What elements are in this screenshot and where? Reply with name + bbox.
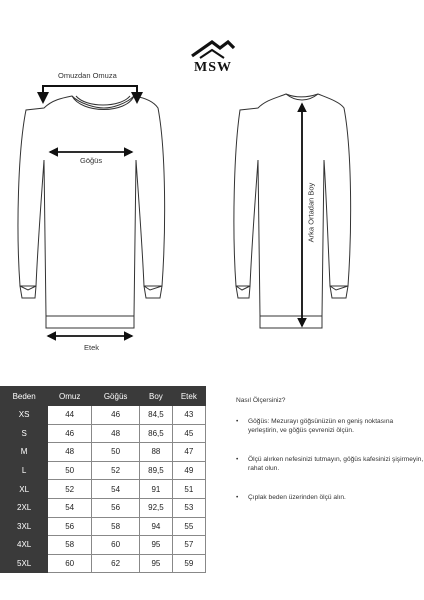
table-row [1, 461, 206, 480]
size-cell: 3XL [1, 517, 48, 536]
table-cell: 46 [92, 406, 140, 425]
table-row [1, 536, 206, 555]
table-cell: 54 [92, 480, 140, 499]
table-cell: 89,5 [140, 461, 172, 480]
table-cell: 50 [92, 443, 140, 462]
table-cell: 43 [172, 406, 205, 425]
size-cell: 2XL [1, 498, 48, 517]
table-cell: 95 [140, 554, 172, 573]
logo-text: MSW [194, 60, 232, 75]
instruction-text: Ölçü alırken nefesinizi tutmayın, göğüs kafesinizi şişirmeyin, rahat olun. [248, 456, 424, 472]
table-cell: 50 [48, 461, 92, 480]
shoulder-label: Omuzdan Omuza [58, 71, 117, 80]
table-header-row [1, 387, 206, 406]
table-cell: 52 [48, 480, 92, 499]
table-row [1, 480, 206, 499]
table-cell: 52 [92, 461, 140, 480]
size-cell: L [1, 461, 48, 480]
size-cell: XL [1, 480, 48, 499]
header-gogus: Göğüs [92, 387, 140, 406]
measurement-instructions [236, 396, 424, 522]
instructions-title: Nasıl Ölçersiniz? [236, 397, 286, 404]
table-cell: 48 [92, 424, 140, 443]
table-cell: 56 [92, 498, 140, 517]
table-cell: 45 [172, 424, 205, 443]
instruction-item [236, 455, 424, 473]
table-row [1, 517, 206, 536]
back-length-label: Arka Ortadan Boy [306, 182, 316, 243]
size-cell: M [1, 443, 48, 462]
table-cell: 48 [48, 443, 92, 462]
size-cell: 4XL [1, 536, 48, 555]
size-cell: 5XL [1, 554, 48, 573]
table-row [1, 406, 206, 425]
table-row [1, 424, 206, 443]
bullet-icon: • [236, 418, 239, 425]
table-cell: 54 [48, 498, 92, 517]
table-cell: 58 [48, 536, 92, 555]
table-row [1, 498, 206, 517]
table-cell: 55 [172, 517, 205, 536]
header-beden: Beden [1, 387, 48, 406]
table-cell: 49 [172, 461, 205, 480]
table-cell: 60 [48, 554, 92, 573]
instruction-item [236, 417, 424, 435]
table-cell: 91 [140, 480, 172, 499]
bullet-icon: • [236, 456, 239, 463]
back-sweatshirt-outline [234, 94, 351, 328]
header-boy: Boy [140, 387, 172, 406]
header-etek: Etek [172, 387, 205, 406]
table-cell: 47 [172, 443, 205, 462]
table-cell: 58 [92, 517, 140, 536]
table-cell: 86,5 [140, 424, 172, 443]
front-sweatshirt-outline [18, 96, 165, 328]
bullet-icon: • [236, 494, 239, 501]
size-cell: XS [1, 406, 48, 425]
table-cell: 53 [172, 498, 205, 517]
table-cell: 62 [92, 554, 140, 573]
table-cell: 51 [172, 480, 205, 499]
table-row [1, 443, 206, 462]
table-cell: 44 [48, 406, 92, 425]
table-cell: 56 [48, 517, 92, 536]
hem-label: Etek [84, 343, 100, 352]
header-omuz: Omuz [48, 387, 92, 406]
size-cell: S [1, 424, 48, 443]
size-table [0, 386, 206, 573]
table-cell: 95 [140, 536, 172, 555]
instruction-text: Göğüs: Mezurayı göğsünüzün en geniş noktasına yerleştirin, ve göğüs çevrenizi ölçün. [248, 418, 394, 434]
instruction-text: Çıplak beden üzerinden ölçü alın. [248, 494, 346, 501]
table-cell: 59 [172, 554, 205, 573]
table-cell: 60 [92, 536, 140, 555]
instruction-item [236, 493, 424, 502]
table-row [1, 554, 206, 573]
table-cell: 57 [172, 536, 205, 555]
table-cell: 94 [140, 517, 172, 536]
chest-label: Göğüs [80, 156, 103, 165]
table-cell: 46 [48, 424, 92, 443]
table-cell: 88 [140, 443, 172, 462]
table-cell: 92,5 [140, 498, 172, 517]
table-cell: 84,5 [140, 406, 172, 425]
